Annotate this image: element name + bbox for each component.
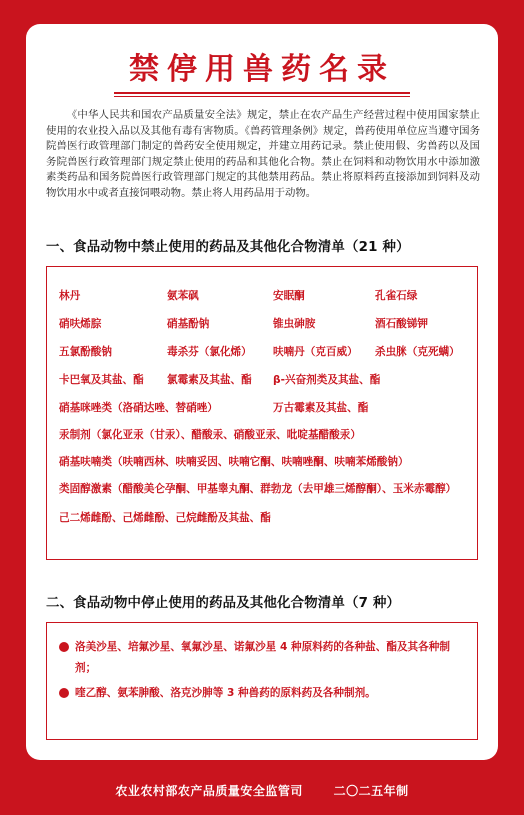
list-item: 万古霉素及其盐、酯 <box>273 401 369 414</box>
list-item: 硝基咪唑类（洛硝达唑、替硝唑） <box>59 401 218 414</box>
list-item: 硝基呋喃类（呋喃西林、呋喃妥因、呋喃它酮、呋喃唑酮、呋喃苯烯酸钠） <box>59 456 409 468</box>
bullet-dot-icon <box>59 688 69 698</box>
section1-heading: 一、食品动物中禁止使用的药品及其他化合物清单（21 种） <box>46 240 410 255</box>
bullet-dot-icon <box>59 642 69 652</box>
intro-text: 《中华人民共和国农产品质量安全法》规定，禁止在农产品生产经营过程中使用国家禁止使用的农业投入品以及其他有毒有害物质。《兽药管理条例》规定，兽药使用单位应当遵守国务院兽医行政管理部门制定的兽药安全使用规定，并建立用药记录。禁止使用假、劣兽药以及国务院兽医行政管理部门规定禁止使用的药品和其他化合物。禁止在饲料和动物饮用水中添加激素类药品和国务院兽医行政管理部门规定的其他禁用药品。禁止将原料药直接添加到饲料及动物饮用水中或者直接饲喂动物。禁止将人用药品用于动物。 <box>46 109 480 199</box>
footer-date: 二〇二五年制 <box>333 784 409 798</box>
list-item: 五氯酚酸钠 <box>59 345 112 358</box>
title-underline-thin <box>114 96 410 97</box>
list-item: 安眠酮 <box>273 289 305 302</box>
list-row <box>59 365 469 393</box>
list-item: 林丹 <box>59 289 81 302</box>
list-item <box>59 683 471 704</box>
list-row <box>59 337 469 365</box>
section2-box <box>46 622 478 740</box>
footer <box>0 782 524 799</box>
list-item: 氯霉素及其盐、酯 <box>167 373 252 386</box>
title-underline <box>114 92 410 94</box>
notice-card <box>26 24 498 760</box>
list-item: 酒石酸锑钾 <box>375 317 428 330</box>
list-row <box>59 281 469 309</box>
banned-list <box>59 281 469 528</box>
intro-paragraph <box>46 108 480 202</box>
list-item: 己二烯雌酚、己烯雌酚、己烷雌酚及其盐、酯 <box>59 512 271 524</box>
list-item: 汞制剂（氯化亚汞（甘汞）、醋酸汞、硝酸亚汞、吡啶基醋酸汞） <box>59 429 361 441</box>
section2-heading: 二、食品动物中停止使用的药品及其他化合物清单（7 种） <box>46 596 401 611</box>
list-item: 孔雀石绿 <box>375 289 418 302</box>
list-item <box>59 637 471 679</box>
list-item: β-兴奋剂类及其盐、酯 <box>273 373 381 386</box>
list-item: 硝呋烯腙 <box>59 317 102 330</box>
list-item: 硝基酚钠 <box>167 317 210 330</box>
list-item: 杀虫脒（克死螨） <box>375 345 460 358</box>
page-title: 禁停用兽药名录 <box>129 52 395 87</box>
list-item: 氨苯砜 <box>167 289 199 302</box>
list-row <box>59 309 469 337</box>
list-item-text: 洛美沙星、培氟沙星、氧氟沙星、诺氟沙星 4 种原料药的各种盐、酯及其各种制剂； <box>75 641 450 674</box>
list-item: 类固醇激素（醋酸美仑孕酮、甲基睾丸酮、群勃龙（去甲雄三烯醇酮）、玉米赤霉醇） <box>59 483 457 495</box>
section1-box <box>46 266 478 560</box>
list-item: 卡巴氧及其盐、酯 <box>59 373 144 386</box>
list-row <box>59 393 469 421</box>
footer-org: 农业农村部农产品质量安全监管司 <box>115 784 303 798</box>
list-item-text: 喹乙醇、氨苯胂酸、洛克沙胂等 3 种兽药的原料药及各种制剂。 <box>75 687 376 699</box>
suspended-list <box>59 637 471 704</box>
list-item: 毒杀芬（氯化烯） <box>167 345 252 358</box>
list-item: 锥虫砷胺 <box>273 317 316 330</box>
list-item: 呋喃丹（克百威） <box>273 345 358 358</box>
